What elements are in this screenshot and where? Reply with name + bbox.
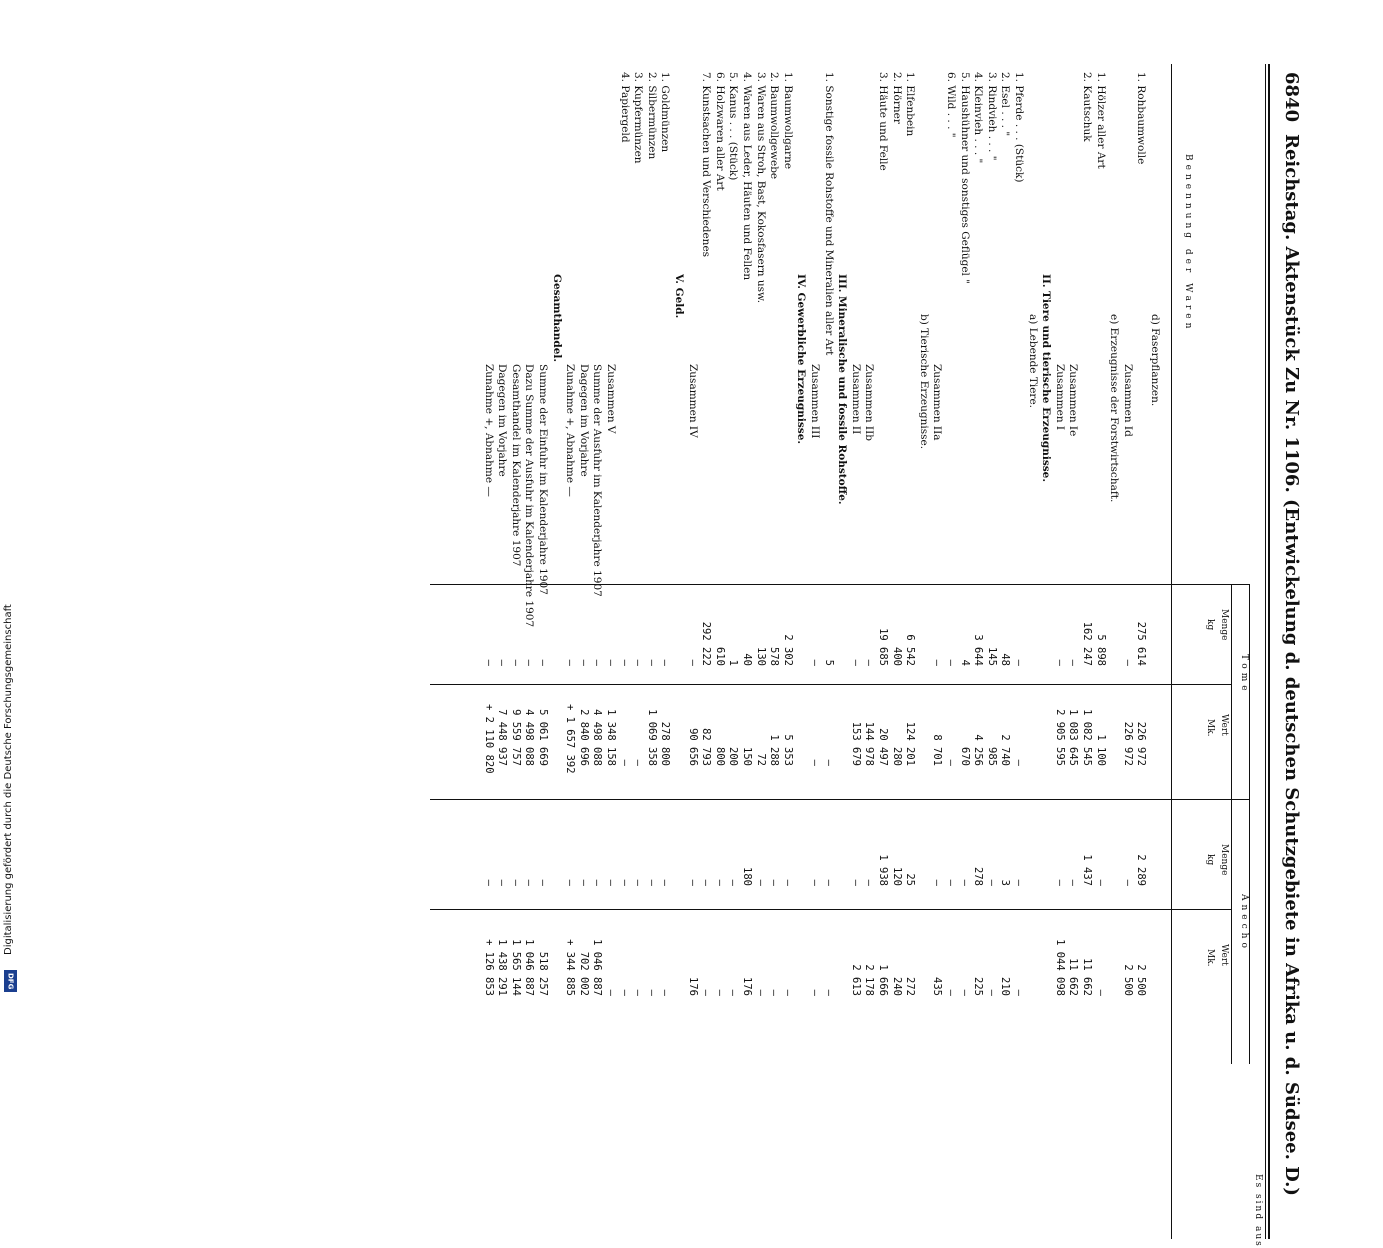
wert-unit-a: Mk. <box>1205 719 1215 737</box>
goods-row-label: 3. Waren aus Stroh, Bast, Kokosfasern usw. <box>754 72 767 304</box>
cell-m2: — <box>849 879 862 886</box>
section-heading: Gesamthandel. <box>550 274 563 363</box>
summary-row-label: Zusammen IV <box>686 364 699 438</box>
goods-column-header: Benennung der Waren <box>1183 154 1193 333</box>
cell-w1: 124 201 <box>904 721 917 766</box>
cell-w2: 11 662 <box>1067 958 1080 996</box>
summary-row-label: Zusammen IIa <box>931 364 944 441</box>
cell-w2: — <box>645 989 658 996</box>
cell-m2: — <box>1121 879 1134 886</box>
cell-w1: 278 800 <box>659 721 672 766</box>
summary-row-label: Gesamthandel im Kalenderjahre 1907 <box>509 364 522 567</box>
cell-m1: — <box>537 659 549 666</box>
cell-m2: 25 <box>904 873 917 886</box>
colony-rule <box>1231 584 1232 1064</box>
goods-row-label: 1. Pferde . . . (Stück) <box>1013 72 1025 183</box>
cell-w2: 518 257 <box>537 951 549 996</box>
cell-m2: 3 <box>999 879 1012 886</box>
cell-w2: — <box>985 989 998 996</box>
cell-w1: 7 448 937 <box>496 709 509 766</box>
cell-m2: — <box>618 879 631 886</box>
cell-m2: — <box>645 879 658 886</box>
cell-m1: — <box>945 659 957 666</box>
cell-w1: 153 679 <box>849 721 862 766</box>
cell-m1: — <box>605 659 617 666</box>
cell-m1: 1 <box>727 659 740 666</box>
section-heading: II. Tiere und tierische Erzeugnisse. <box>1040 274 1053 483</box>
cell-w1: + 1 657 392 <box>564 704 577 774</box>
cell-m1: — <box>645 659 658 666</box>
cell-w1: 1 082 545 <box>1081 709 1093 766</box>
cell-m1: — <box>496 659 509 666</box>
goods-row-label: 4. Waren aus Leder, Häuten und Fellen <box>741 72 753 281</box>
goods-row-label: 5. Kanus . . . (Stück) <box>727 72 740 181</box>
cell-m2: — <box>727 879 740 886</box>
menge-header-a: Menge <box>1219 609 1229 641</box>
cell-w2: — <box>605 989 617 996</box>
cell-m1: 578 <box>768 647 781 666</box>
cell-m2: — <box>1067 879 1080 886</box>
cell-m1: — <box>686 659 699 666</box>
cell-w2: 11 662 <box>1081 958 1093 996</box>
cell-m1: 5 <box>822 659 835 666</box>
cell-m2: — <box>1013 879 1025 886</box>
cell-w1: 226 972 <box>1121 721 1134 766</box>
goods-row-label: 1. Hölzer aller Art <box>1094 72 1107 169</box>
cell-m2: — <box>1053 879 1066 886</box>
summary-row-label: Zusammen IIb <box>863 364 876 441</box>
cell-m2: 1 938 <box>877 854 889 886</box>
header-rule-bottom <box>1171 64 1172 1239</box>
dfg-credit: Digitalisierung gefördert durch die Deutsche Forschungsgemeinschaft DFG <box>3 394 17 994</box>
cell-w2: 176 <box>686 977 699 996</box>
cell-m1: 40 <box>741 653 753 666</box>
cell-w1: 280 <box>890 747 903 766</box>
cell-w2: 1 046 887 <box>591 939 604 996</box>
cell-w2: — <box>659 989 672 996</box>
column-rule-goods <box>430 584 1250 585</box>
menge-header-b: Menge <box>1219 844 1229 876</box>
cell-w2: — <box>713 989 726 996</box>
column-rule-mid <box>430 799 1250 800</box>
cell-w2: — <box>700 989 713 996</box>
cell-w2: 1 044 098 <box>1053 939 1066 996</box>
cell-w2: + 344 885 <box>564 939 577 996</box>
cell-w2: 1 046 887 <box>523 939 536 996</box>
cell-w1: 1 069 358 <box>645 709 658 766</box>
cell-w1: 200 <box>727 747 740 766</box>
cell-m1: — <box>1053 659 1066 666</box>
cell-m1: 162 247 <box>1081 621 1093 666</box>
cell-w1: — <box>1013 759 1025 766</box>
cell-m2: — <box>822 879 835 886</box>
goods-row-label: 6. Wild . . . " <box>945 72 957 138</box>
cell-w1: 90 656 <box>686 728 699 766</box>
subsection-heading: d) Faserpflanzen. <box>1149 314 1161 407</box>
cell-m1: 4 <box>958 659 971 666</box>
summary-row-label: Zunahme +, Abnahme — <box>564 364 577 497</box>
cell-m1: 48 <box>999 653 1012 666</box>
cell-m2: 278 <box>972 867 985 886</box>
cell-w2: — <box>809 989 821 996</box>
cell-m2: — <box>591 879 604 886</box>
summary-row-label: Summe der Ausfuhr im Kalenderjahre 1907 <box>591 364 604 597</box>
goods-row-label: 3. Häute und Felle <box>877 72 889 171</box>
cell-m2: — <box>537 879 549 886</box>
cell-w2: — <box>822 989 835 996</box>
cell-w1: 150 <box>741 747 753 766</box>
cell-w1: 82 793 <box>700 728 713 766</box>
cell-m2: — <box>754 879 767 886</box>
cell-m1: 2 302 <box>781 634 794 666</box>
header-rule-top <box>1268 64 1270 1239</box>
cell-w1: 9 559 757 <box>509 709 522 766</box>
cell-w1: 1 288 <box>768 734 781 766</box>
column-rule-b <box>430 909 1232 910</box>
cell-m1: — <box>618 659 631 666</box>
cell-m1: — <box>863 659 876 666</box>
cell-w2: 272 <box>904 977 917 996</box>
cell-m1: — <box>659 659 672 666</box>
cell-w2: + 126 853 <box>482 939 495 996</box>
goods-row-label: 1. Baumwollgarne <box>781 72 794 170</box>
cell-m2: — <box>577 879 590 886</box>
cell-m1: — <box>523 659 536 666</box>
goods-row-label: 2. Esel . . . " <box>999 72 1012 137</box>
cell-w1: 985 <box>985 747 998 766</box>
wert-unit-b: Mk. <box>1205 949 1215 967</box>
cell-w2: — <box>768 989 781 996</box>
cell-w2: — <box>958 989 971 996</box>
cell-m1: 400 <box>890 647 903 666</box>
colony-b-header: Anecho <box>1239 894 1249 952</box>
cell-m2: — <box>945 879 957 886</box>
cell-w1: 72 <box>754 753 767 766</box>
cell-m2: — <box>632 879 645 886</box>
cell-w1: 5 353 <box>781 734 794 766</box>
cell-w2: 240 <box>890 977 903 996</box>
summary-row-label: Zusammen I <box>1053 364 1066 431</box>
cell-m1: — <box>577 659 590 666</box>
cell-w1: — <box>945 759 957 766</box>
cell-w2: 1 438 291 <box>496 939 509 996</box>
summary-row-label: Zunahme +, Abnahme — <box>482 364 495 497</box>
goods-row-label: 1. Sonstige fossile Rohstoffe und Mineralien aller Art <box>822 72 835 356</box>
cell-m2: — <box>482 879 495 886</box>
cell-w2: 435 <box>931 977 944 996</box>
cell-w1: 144 978 <box>863 721 876 766</box>
cell-m1: 3 644 <box>972 634 985 666</box>
summary-row-label: Zusammen Ie <box>1067 364 1080 437</box>
goods-row-label: 3. Kupfermünzen <box>632 72 645 164</box>
cell-m1: 610 <box>713 647 726 666</box>
group-header: Es sind aus <box>1253 1174 1263 1248</box>
cell-w2: — <box>618 989 631 996</box>
goods-row-label: 4. Kleinvieh . . . " <box>972 72 985 164</box>
goods-row-label: 3. Rindvieh . . . " <box>985 72 998 161</box>
page-title: Reichstag. Aktenstück Zu Nr. 1106. (Entwickelung d. deutschen Schutzgebiete in Afrika u. d. Südsee. D.) <box>1281 134 1302 1196</box>
goods-row-label: 2. Baumwollgewebe <box>768 72 781 180</box>
cell-w2: 176 <box>741 977 753 996</box>
cell-m2: 120 <box>890 867 903 886</box>
rotated-page-sheet <box>135 64 1310 1248</box>
cell-m2: — <box>958 879 971 886</box>
group-rule <box>1249 584 1250 1064</box>
cell-w1: 8 701 <box>931 734 944 766</box>
summary-row-label: Zusammen Id <box>1121 364 1134 437</box>
cell-m2: — <box>1094 879 1107 886</box>
cell-w1: — <box>809 759 821 766</box>
cell-m2: — <box>985 879 998 886</box>
cell-m2: — <box>509 879 522 886</box>
cell-m1: — <box>509 659 522 666</box>
cell-w2: — <box>1094 989 1107 996</box>
cell-m2: — <box>496 879 509 886</box>
cell-m2: — <box>700 879 713 886</box>
cell-w1: 5 061 669 <box>537 709 549 766</box>
cell-w1: 670 <box>958 747 971 766</box>
cell-w1: 226 972 <box>1135 721 1148 766</box>
cell-w2: 225 <box>972 977 985 996</box>
menge-unit-a: kg <box>1205 619 1215 631</box>
subsection-heading: e) Erzeugnisse der Forstwirtschaft. <box>1108 314 1121 503</box>
cell-m2: — <box>768 879 781 886</box>
cell-m1: — <box>482 659 495 666</box>
cell-w2: — <box>754 989 767 996</box>
summary-row-label: Dagegen im Vorjahre <box>577 364 590 477</box>
cell-w1: 1 348 158 <box>605 709 617 766</box>
cell-m2: — <box>523 879 536 886</box>
summary-row-label: Summe der Einfuhr im Kalenderjahre 1907 <box>537 364 549 595</box>
goods-row-label: 7. Kunstsachen und Verschiedenes <box>700 72 713 258</box>
goods-row-label: 5. Haushühner und sonstiges Geflügel " <box>958 72 971 285</box>
cell-w1: — <box>632 759 645 766</box>
cell-m1: — <box>1067 659 1080 666</box>
cell-w2: 2 178 <box>863 964 876 996</box>
goods-row-label: 1. Goldmünzen <box>659 72 672 153</box>
cell-w1: 4 256 <box>972 734 985 766</box>
subsection-heading: a) Lebende Tiere. <box>1026 314 1039 408</box>
cell-m2: 1 437 <box>1081 854 1093 886</box>
page-number: 6840 <box>1281 72 1302 123</box>
cell-w2: — <box>727 989 740 996</box>
cell-w2: — <box>781 989 794 996</box>
cell-w1: + 2 110 820 <box>482 704 495 774</box>
cell-m2: — <box>713 879 726 886</box>
goods-row-label: 2. Kautschuk <box>1081 72 1093 142</box>
cell-m2: 2 289 <box>1135 854 1148 886</box>
goods-row-label: 1. Rohbaumwolle <box>1135 72 1148 165</box>
cell-m2: 180 <box>741 867 753 886</box>
cell-m2: — <box>781 879 794 886</box>
cell-w1: 4 498 088 <box>591 709 604 766</box>
cell-w2: 2 500 <box>1121 964 1134 996</box>
cell-w1: 20 497 <box>877 728 889 766</box>
cell-m1: — <box>564 659 577 666</box>
cell-m1: 145 <box>985 647 998 666</box>
cell-m2: — <box>931 879 944 886</box>
cell-w2: 1 666 <box>877 964 889 996</box>
section-heading: III. Mineralische und fossile Rohstoffe. <box>836 274 849 505</box>
cell-w2: 702 002 <box>577 951 590 996</box>
cell-w1: 2 905 595 <box>1053 709 1066 766</box>
column-rule-a <box>430 684 1232 685</box>
cell-w1: 2 840 696 <box>577 709 590 766</box>
cell-m1: — <box>591 659 604 666</box>
goods-row-label: 4. Papiergeld <box>618 72 631 143</box>
cell-w2: — <box>945 989 957 996</box>
cell-w1: — <box>618 759 631 766</box>
summary-row-label: Zusammen V <box>605 364 617 434</box>
cell-w1: 4 498 088 <box>523 709 536 766</box>
goods-row-label: 2. Silbermünzen <box>645 72 658 160</box>
cell-m1: — <box>1013 659 1025 666</box>
cell-w1: — <box>822 759 835 766</box>
cell-m1: 6 542 <box>904 634 917 666</box>
wert-header-a: Wert <box>1219 714 1229 736</box>
cell-w1: 1 083 645 <box>1067 709 1080 766</box>
section-heading: V. Geld. <box>673 274 685 319</box>
cell-m1: — <box>632 659 645 666</box>
cell-w2: 2 613 <box>849 964 862 996</box>
cell-w2: 2 500 <box>1135 964 1148 996</box>
cell-m2: — <box>564 879 577 886</box>
colony-a-header: Tome <box>1239 654 1249 695</box>
cell-m1: — <box>1121 659 1134 666</box>
cell-w1: 2 740 <box>999 734 1012 766</box>
cell-w1: 800 <box>713 747 726 766</box>
cell-m1: 19 685 <box>877 628 889 666</box>
cell-m1: 275 614 <box>1135 621 1148 666</box>
cell-m1: — <box>849 659 862 666</box>
goods-row-label: 2. Hörner <box>890 72 903 124</box>
wert-header-b: Wert <box>1219 944 1229 966</box>
section-heading: IV. Gewerbliche Erzeugnisse. <box>795 274 808 445</box>
dfg-logo: DFG <box>4 970 17 992</box>
cell-m2: — <box>863 879 876 886</box>
cell-m1: 5 898 <box>1094 634 1107 666</box>
summary-row-label: Zusammen III <box>809 364 821 439</box>
cell-m1: — <box>809 659 821 666</box>
cell-w1: 1 100 <box>1094 734 1107 766</box>
cell-m1: — <box>931 659 944 666</box>
menge-unit-b: kg <box>1205 854 1215 866</box>
summary-row-label: Dazu Summe der Ausfuhr im Kalenderjahre 1907 <box>523 364 536 628</box>
summary-row-label: Dagegen im Vorjahre <box>496 364 509 477</box>
cell-m1: 292 222 <box>700 621 713 666</box>
subsection-heading: b) Tierische Erzeugnisse. <box>917 314 930 450</box>
cell-m1: 130 <box>754 647 767 666</box>
cell-m2: — <box>605 879 617 886</box>
cell-w2: 210 <box>999 977 1012 996</box>
goods-row-label: 6. Holzwaren aller Art <box>713 72 726 191</box>
summary-row-label: Zusammen II <box>849 364 862 435</box>
cell-w2: — <box>1013 989 1025 996</box>
cell-w2: 1 565 144 <box>509 939 522 996</box>
cell-m2: — <box>809 879 821 886</box>
cell-m2: — <box>686 879 699 886</box>
header-rule-thin <box>1265 64 1266 1239</box>
cell-m2: — <box>659 879 672 886</box>
goods-row-label: 1. Elfenbein <box>904 72 917 137</box>
cell-w2: — <box>632 989 645 996</box>
